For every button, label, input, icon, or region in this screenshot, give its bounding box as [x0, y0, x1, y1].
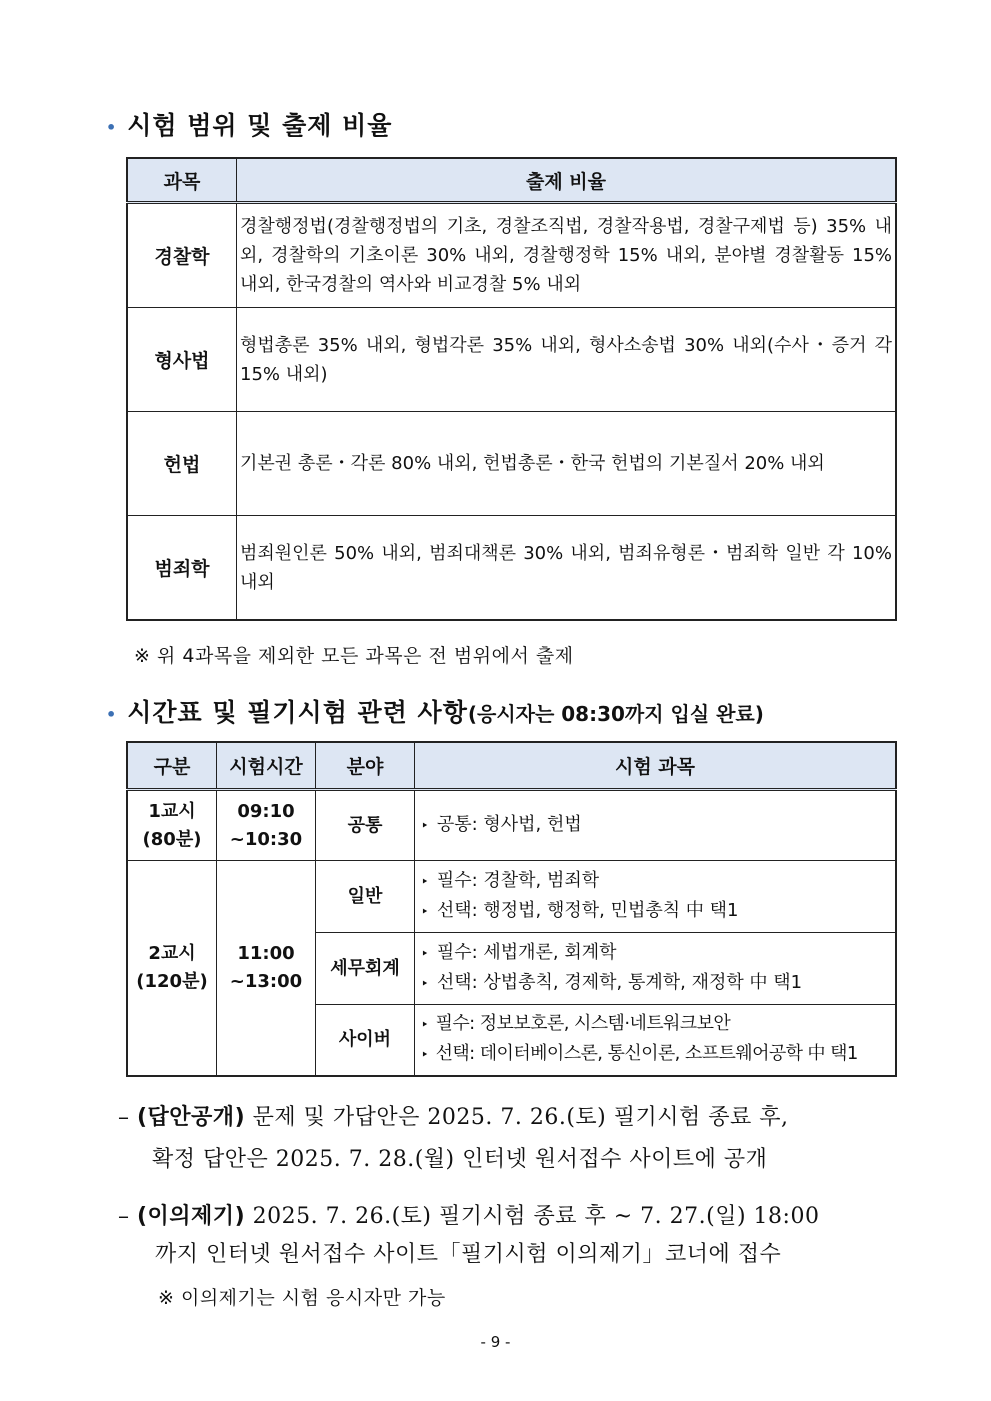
exam-scope-table: [126, 157, 897, 621]
subject-cell: 범죄학: [127, 516, 237, 621]
dash-symbol: –: [118, 1204, 130, 1229]
table-row: [127, 790, 896, 861]
field-cell: 일반: [316, 861, 415, 933]
schedule-subtitle: (응시자는 08:30까지 입실 완료): [467, 702, 764, 726]
time-cell: 11:00 ~13:00: [217, 861, 316, 1076]
list-item: ‣ 공통: 형사법, 헌법: [421, 811, 895, 841]
dash-symbol: –: [118, 1105, 130, 1130]
section-title-exam-scope: • 시험 범위 및 출제 비율: [106, 111, 393, 140]
table-header-row: [127, 742, 896, 790]
ratio-cell: 경찰행정법(경찰행정법의 기초, 경찰조직법, 경찰작용법, 경찰구제법 등) 35% 내외, 경찰학의 기초이론 30% 내외, 경찰행정학 15% 내외, 분야별 경찰활동 15% 내외, 한국경찰의 역사와 비교경찰 5% 내외: [237, 203, 897, 308]
objection-note: ※ 이의제기는 시험 응시자만 가능: [158, 1287, 446, 1309]
table-row: [127, 861, 896, 933]
list-item: ‣ 필수: 세법개론, 회계학: [421, 939, 895, 969]
subjects-cell: [415, 933, 897, 1005]
list-item: ‣ 선택: 상법총칙, 경제학, 통계학, 재정학 中 택1: [421, 969, 895, 999]
header-ratio: 출제 비율: [237, 158, 897, 203]
header-subjects: 시험 과목: [415, 742, 897, 790]
bullet-icon: •: [106, 117, 118, 137]
answer-line-2: 확정 답안은 2025. 7. 28.(월) 인터넷 원서접수 사이트에 공개: [152, 1147, 768, 1172]
ratio-cell: 범죄원인론 50% 내외, 범죄대책론 30% 내외, 범죄유형론・범죄학 일반 각 10% 내외: [237, 516, 897, 621]
table-row: [127, 308, 896, 412]
objection-line-2: 까지 인터넷 원서접수 사이트「필기시험 이의제기」코너에 접수: [155, 1242, 782, 1267]
objection-line-1: – (이의제기) 2025. 7. 26.(토) 필기시험 종료 후 ~ 7. 27.(일) 18:00: [118, 1204, 820, 1229]
table-header-row: [127, 158, 896, 203]
subject-cell: 헌법: [127, 412, 237, 516]
table-row: [127, 516, 896, 621]
table-row: [127, 412, 896, 516]
subjects-cell: [415, 790, 897, 861]
header-field: 분야: [316, 742, 415, 790]
field-cell: 세무회계: [316, 933, 415, 1005]
field-cell: 공통: [316, 790, 415, 861]
bullet-icon: •: [106, 704, 118, 724]
ratio-cell: 형법총론 35% 내외, 형법각론 35% 내외, 형사소송법 30% 내외(수사・증거 각 15% 내외): [237, 308, 897, 412]
objection-label: (이의제기): [137, 1204, 246, 1229]
period-cell: 1교시 (80분): [127, 790, 217, 861]
period-cell: 2교시 (120분): [127, 861, 217, 1076]
schedule-table: [126, 741, 897, 1077]
subject-cell: 경찰학: [127, 203, 237, 308]
scope-note: ※ 위 4과목을 제외한 모든 과목은 전 범위에서 출제: [134, 645, 574, 667]
header-time: 시험시간: [217, 742, 316, 790]
section-title-schedule: • 시간표 및 필기시험 관련 사항(응시자는 08:30까지 입실 완료): [106, 698, 764, 727]
table-row: [127, 203, 896, 308]
list-item: ‣ 선택: 행정법, 행정학, 민법총칙 中 택1: [421, 897, 895, 927]
answer-label: (답안공개): [137, 1105, 246, 1130]
field-cell: 사이버: [316, 1005, 415, 1076]
page-number: - 9 -: [480, 1333, 511, 1351]
list-item: ‣ 선택: 데이터베이스론, 통신이론, 소프트웨어공학 中 택1: [421, 1040, 895, 1070]
subjects-cell: [415, 861, 897, 933]
subjects-cell: [415, 1005, 897, 1076]
header-period: 구분: [127, 742, 217, 790]
ratio-cell: 기본권 총론・각론 80% 내외, 헌법총론・한국 헌법의 기본질서 20% 내외: [237, 412, 897, 516]
answer-line-1: – (답안공개) 문제 및 가답안은 2025. 7. 26.(토) 필기시험 종료 후,: [118, 1105, 789, 1130]
header-subject: 과목: [127, 158, 237, 203]
time-cell: 09:10 ~10:30: [217, 790, 316, 861]
list-item: ‣ 필수: 정보보호론, 시스템·네트워크보안: [421, 1010, 895, 1040]
subject-cell: 형사법: [127, 308, 237, 412]
list-item: ‣ 필수: 경찰학, 범죄학: [421, 867, 895, 897]
